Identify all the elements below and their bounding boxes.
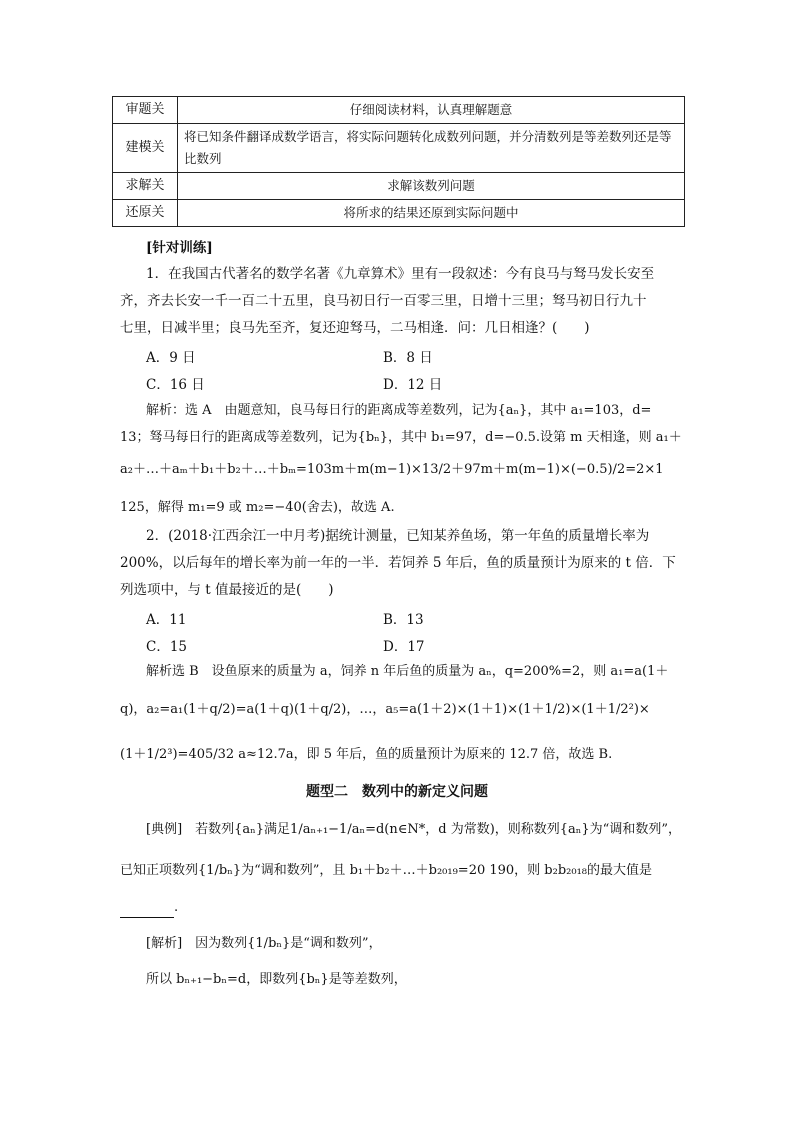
example-answer-line [120,898,680,918]
row-key: 求解关 [113,173,178,200]
q1-line: 齐，齐去长安一千一百二十五里，良马初日行一百零三里，日增十三里；驽马初日行九十 [120,293,647,309]
q2-solution-line: 解析选 B 设鱼原来的质量为 a，饲养 n 年后鱼的质量为 aₙ，q=200%=2，则 a₁=a(1＋ [146,664,669,679]
example-line: 已知正项数列{1/bₙ}为“调和数列”，且 b₁＋b₂＋…＋b₂₀₁₉=20 190，则 b₂b₂₀₁₈的最大值是 [120,863,653,878]
analysis-line: [解析] 因为数列{1/bₙ}是“调和数列”， [146,936,382,951]
solving-steps-table [112,96,685,227]
section-title: 题型二 数列中的新定义问题 [306,784,488,800]
q1-option-c: C．16 日 [146,377,205,393]
example-line: [典例] 若数列{aₙ}满足1/aₙ₊₁−1/aₙ=d(n∈N*，d 为常数)，则称数列{aₙ}为“调和数列”， [146,822,681,837]
q1-solution-line: 125，解得 m₁=9 或 m₂=−40(舍去)，故选 A. [120,500,395,515]
table-row [113,97,685,124]
q2-line: 200%，以后每年的增长率为前一年的一半．若饲养 5 年后，鱼的质量预计为原来的 t 倍．下 [120,555,676,571]
q1-option-b: B．8 日 [383,350,433,366]
q1-solution-line: 解析：选 A 由题意知，良马每日行的距离成等差数列，记为{aₙ}，其中 a₁=103，d= [146,403,652,418]
q2-option-a: A．11 [146,612,187,628]
example-end-mark: . [174,900,179,915]
q2-option-d: D．17 [383,639,425,655]
row-value: 将所求的结果还原到实际问题中 [178,200,685,227]
row-key: 建模关 [113,124,178,173]
q1-option-a: A．9 日 [146,350,196,366]
answer-blank [120,903,174,918]
row-value: 将已知条件翻译成数学语言，将实际问题转化成数列问题，并分清数列是等差数列还是等比数列 [178,124,685,173]
table-row [113,173,685,200]
q2-option-c: C．15 [146,639,188,655]
training-heading: [针对训练] [146,240,213,256]
row-value: 求解该数列问题 [178,173,685,200]
q1-line: 七里，日减半里；良马先至齐，复还迎驽马，二马相逢．问：几日相逢？( ) [120,320,590,336]
q2-line: 2．(2018·江西余江一中月考)据统计测量，已知某养鱼场，第一年鱼的质量增长率为 [146,528,650,544]
q2-solution-line: (1＋1/2³)=405/32 a≈12.7a，即 5 年后，鱼的质量预计为原来的 12.7 倍，故选 B. [120,747,613,762]
q2-option-b: B．13 [383,612,424,628]
row-key: 还原关 [113,200,178,227]
table-row [113,124,685,173]
row-key: 审题关 [113,97,178,124]
q1-option-d: D．12 日 [383,377,443,393]
row-value: 仔细阅读材料，认真理解题意 [178,97,685,124]
q1-solution-line: 13；驽马每日行的距离成等差数列，记为{bₙ}，其中 b₁=97，d=−0.5.设第 m 天相逢，则 a₁＋ [120,430,682,445]
q1-line: 1．在我国古代著名的数学名著《九章算术》里有一段叙述：今有良马与驽马发长安至 [146,266,655,282]
analysis-line: 所以 bₙ₊₁−bₙ=d，即数列{bₙ}是等差数列， [146,972,407,987]
q2-line: 列选项中，与 t 值最接近的是( ) [120,582,334,598]
table-row [113,200,685,227]
q2-solution-line: q)，a₂=a₁(1＋q/2)=a(1＋q)(1＋q/2)，…，a₅=a(1＋2)×(1＋1)×(1＋1/2)×(1＋1/2²)× [120,702,650,717]
q1-solution-line: a₂＋…＋aₘ＋b₁＋b₂＋…＋bₘ=103m＋m(m−1)×13/2＋97m＋m(m−1)×(−0.5)/2=2×1 [120,462,664,477]
